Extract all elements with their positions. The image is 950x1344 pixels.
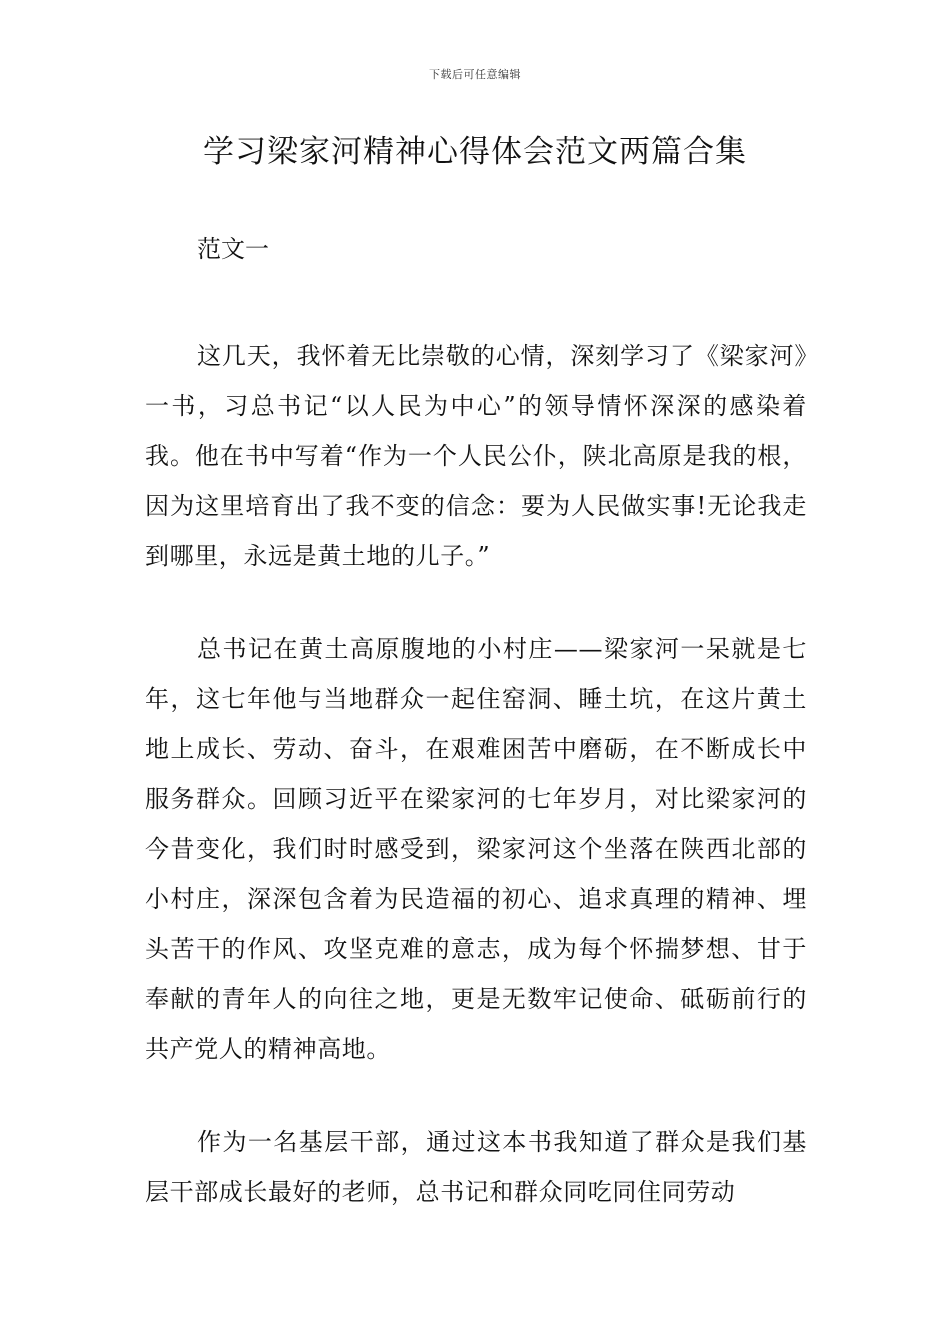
paragraph-1: 这几天，我怀着无比崇敬的心情，深刻学习了《梁家河》一书，习总书记“以人民为中心”的领导情怀深深的感染着我。他在书中写着“作为一个人民公仆，陕北高原是我的根，因为这里培育出了我不变的信念：要为人民做实事!无论我走到哪里，永远是黄土地的儿子。” bbox=[145, 342, 807, 570]
header-note: 下载后可任意编辑 bbox=[429, 68, 521, 81]
document-body bbox=[145, 230, 807, 1260]
paragraph-2: 总书记在黄土高原腹地的小村庄——梁家河一呆就是七年，这七年他与当地群众一起住窑洞、睡土坑，在这片黄土地上成长、劳动、奋斗，在艰难困苦中磨砺，在不断成长中服务群众。回顾习近平在梁家河的七年岁月，对比梁家河的今昔变化，我们时时感受到，梁家河这个坐落在陕西北部的小村庄，深深包含着为民造福的初心、追求真理的精神、埋头苦干的作风、攻坚克难的意志，成为每个怀揣梦想、甘于奉献的青年人的向往之地，更是无数牢记使命、砥砺前行的共产党人的精神高地。 bbox=[145, 635, 807, 1063]
document-title: 学习梁家河精神心得体会范文两篇合集 bbox=[203, 134, 747, 170]
paragraph-3: 作为一名基层干部，通过这本书我知道了群众是我们基层干部成长最好的老师，总书记和群众同吃同住同劳动 bbox=[145, 1128, 807, 1206]
section-label: 范文一 bbox=[197, 235, 269, 263]
